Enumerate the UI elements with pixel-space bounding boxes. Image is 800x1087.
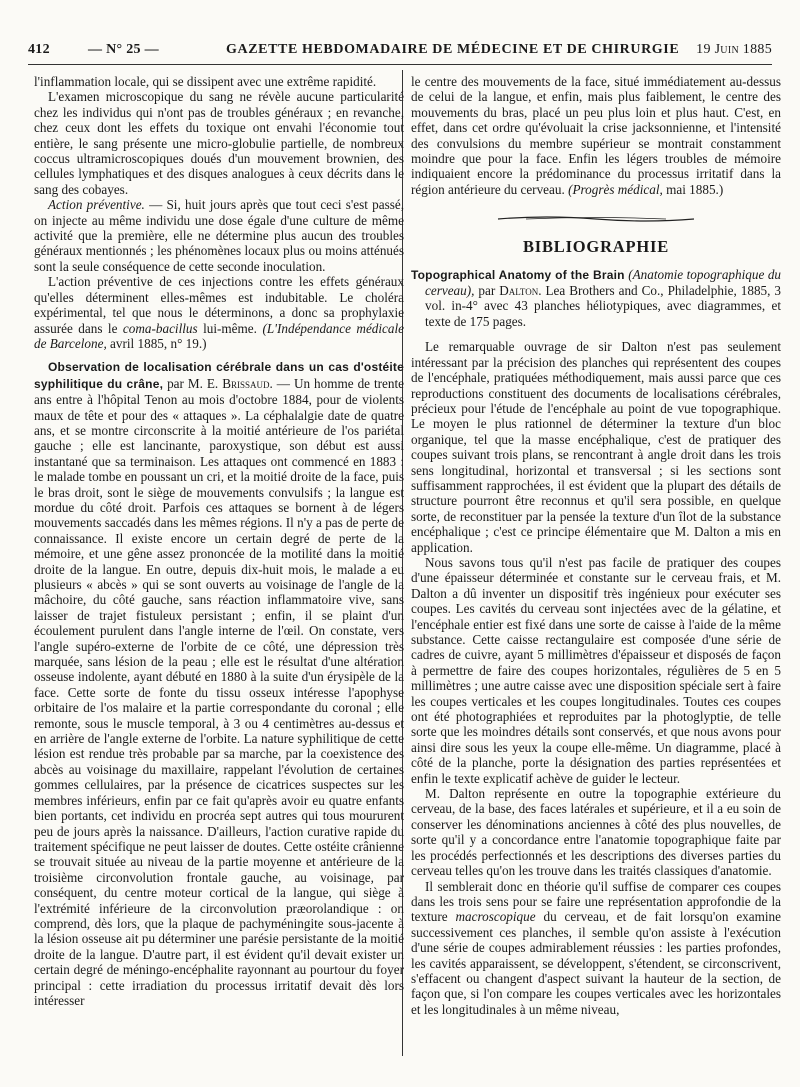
page-number: 412 <box>28 42 50 57</box>
journal-title: GAZETTE HEBDOMADAIRE DE MÉDECINE ET DE CHIRURGIE <box>226 42 680 57</box>
observation-title: Observation de localisation cérébrale dans un cas d'ostéite syphilitique du crâne, <box>34 360 404 391</box>
observation-paragraph: Observation de localisation cérébrale dans un cas d'ostéite syphilitique du crâne, par M. E. Brissaud. — Un homme de trente ans entre à l'hôpital Tenon au mois d'octobre 1884, pour de violents maux de tête et pour des « attaques ». La céphalalgie date de quatre ans, et se montre circonscrite à la moitié antérieure de l'os pariétal gauche ; elle est lancinante, paroxystique, son début est aussi instantané que sa terminaison. Les attaques ont commencé en 1883 : le malade tombe en poussant un cri, et la moitié droite de la face, puis le bras droit, sont le siège de mouvements convulsifs ; la langue est mordue du côté droit. Parfois ces attaques se bornent à de légers mouvements saccadés dans les mêmes régions. Il n'y a pas de perte de connaissance. Il existe encore un certain degré de perte de la mémoire, et une gêne assez prononcée de la motilité dans la moitié droite de la langue. En outre, depuis dix-huit mois, le malade a eu plusieurs « abcès » qui se sont ouverts au voisinage de l'angle de la mâchoire, du côté gauche, sans réaction inflammatoire vive, sans laisser de trajet fistuleux persistant ; enfin, il se plaint d'un écoulement purulent dans l'angle interne de l'œil. On constate, vers l'angle supéro-externe de l'orbite de ce côté, une dépression très marquée, sans lésion de la peau ; elle est le résultat d'une altération osseuse indolente, ayant débuté en 1880 à la suite d'un érysipèle de la face. Cette sorte de fonte du tissu osseux intéresse l'apophyse orbitaire de l'os malaire et la partie correspondante du coronal ; elle remonte, sous le muscle temporal, à 3 ou 4 centimètres au-dessus et en arrière de l'angle externe de l'orbite. La nature syphilitique de cette lésion est rendue très probable par sa marche, par la coexistence des abcès au voisinage du maxillaire, rappelant l'évolution de certaines gommes cellulaires, par la présence de cicatrices suspectes sur les membres inférieurs, enfin par ce fait qu'après avoir eu quatre enfants bien portants, cet individu en procréa sept autres qui tous moururent peu de jours après la naissance. D'ailleurs, l'action curative rapide du traitement spécifique ne peut laisser de doutes. Cette ostéite crânienne se trouvait située au niveau de la partie moyenne et antérieure de la troisième circonvolution frontale gauche, au voisinage, par conséquent, du centre moteur cortical de la langue, qui siège à l'extrémité inférieure de la circonvolution præorolandique : on comprend, dès lors, que la plaque de pachyméningite sous-jacente à la lésion osseuse ait pu déterminer une parésie persistante de la moitié droite de la langue. D'autre part, il est évident qu'il devait exister un certain degré de méningo-encéphalite rayonnant au pourtour du foyer principal : cette irradiation du processus irritatif devait dès lors intéresser <box>34 360 405 1008</box>
right-column <box>411 74 781 1017</box>
bibliography-heading: BIBLIOGRAPHIE <box>522 237 670 257</box>
paragraph: Il semblerait donc en théorie qu'il suffise de comparer ces coupes dans les trois sens pour se faire une représentation approfondie de la texture macroscopique du cerveau, et de fait lorsqu'on examine successivement ces planches, il semble qu'on assiste à l'exécution d'une série de coupes admirablement réussies : les parties profondes, les cavités apparaissent, se développent, s'étendent, se circonscrivent, s'effacent ou changent d'aspect suivant la hauteur de la section, de façon que, si l'on compare les coupes verticales avec les horizontales et les longitudinales à un même niveau, <box>411 878 781 1017</box>
paragraph: Le remarquable ouvrage de sir Dalton n'est pas seulement intéressant par la précision des planches qui représentent des coupes de l'encéphale, pratiquées méthodiquement, mais aussi parce que ces reproductions constituent des documents de localisations cérébrales, précieux pour l'étude de l'encéphale au point de vue topographique. Le moyen le plus rationnel de déterminer la texture d'un bloc organique, tel que la masse encéphalique, c'est de pratiquer des coupes suivant trois plans, se rencontrant à angle droit dans les trois sens longitudinal, horizontal et transversal ; si les sections sont suffisamment rapprochées, il est évident que la plupart des détails de structure pourront être reconnus et qu'il sera possible, en quelque sorte, de reconstituer par la pensée la texture d'un îlot de la substance encéphalique ; c'est ce principe élémentaire que M. Dalton a mis en application. <box>411 339 781 555</box>
paragraph: M. Dalton représente en outre la topographie extérieure du cerveau, de la base, des faces latérales et supérieure, et il a eu soin de conserver les dénominations anciennes à côté des plus nouvelles, de sorte qu'il y a concordance entre l'anatomie topographique faite par les procédés perfectionnés et les descriptions des diverses parties du cerveau telles qu'on les trouve dans les traités classiques d'anatomie. <box>411 786 781 879</box>
paragraph: Action préventive. — Si, huit jours après que tout ceci s'est passé, on injecte au même individu une dose égale d'une culture de même activité que la première, elle ne détermine plus aucun des troubles généraux mentionnés ; les phénomènes locaux plus ou moins atténués sont la seule conséquence de cette seconde inoculation. <box>34 197 404 274</box>
header-rule <box>28 64 772 65</box>
paragraph: L'examen microscopique du sang ne révèle aucune particularité chez les individus qui n'ont pas de troubles généraux ; en revanche, chez ceux dont les effets du toxique ont envahi l'économie tout entière, le sang présente une micro-globulie partielle, de nombreux coccus ultramicroscopiques doués d'un mouvement brownien, des cellules lymphatiques et des disques analogues à ceux décrits dans le sang des cobayes. <box>34 89 404 197</box>
paragraph: L'action préventive de ces injections contre les effets généraux qu'elles déterminent elles-mêmes est indubitable. Le choléra expérimental, tel que nous le déterminons, a donc sa prophylaxie assurée dans le coma-bacillus lui-même. (L'Indépendance médicale de Barcelone, avril 1885, n° 19.) <box>34 274 405 351</box>
ornamental-divider <box>496 215 696 223</box>
issue-number: — N° 25 — <box>88 42 159 57</box>
issue-date: 19 Juin 1885 <box>696 42 772 57</box>
left-column <box>34 74 404 1008</box>
running-header <box>28 42 772 66</box>
bibliography-entry: Topographical Anatomy of the Brain (Anatomie topographique du cerveau), par Dalton. Lea Brothers and Co., Philadelphie, 1885, 3 vol. in-4° avec 43 planches héliotypiques, avec diagrammes, et texte de 175 pages. <box>411 266 782 329</box>
paragraph: Nous savons tous qu'il n'est pas facile de pratiquer des coupes d'une épaisseur déterminée et constante sur le cerveau frais, et M. Dalton a dû inventer un dispositif très ingénieux pour exécuter ses coupes. Les cavités du cerveau sont injectées avec de la gélatine, et l'encéphale entier est fixé dans une sorte de caisse à l'aide de la même substance. Cette caisse rectangulaire est composée d'une série de cadres de cuivre, ayant 5 millimètres d'épaisseur et disposés de façon à permettre de faire des coupes horizontales, régulières de 5 en 5 millimètres ; une autre caisse avec une disposition spéciale sert à faire les coupes verticales et les coupes longitudinales. Toutes ces coupes ont été photographiées et reproduites par la photoglyptie, de telle sorte que les moindres détails sont conservés, et que nous avons pour ainsi dire sous les yeux la coupe elle-même. Un diagramme, placé à côté de la planche, porte la désignation des parties représentées et enfin le texte explicatif achève de guider le lecteur. <box>411 554 781 786</box>
paragraph: l'inflammation locale, qui se dissipent avec une extrême rapidité. <box>34 74 377 89</box>
paragraph: le centre des mouvements de la face, situé immédiatement au-dessus de celui de la langue, et enfin, mais plus faiblement, le centre des mouvements du bras, placé un peu plus loin et plus haut. C'est, en effet, dans cet ordre qu'évoluait la crise jacksonnienne, et l'intensité des convulsions du membre supérieur se montrait constamment moindre que pour la face. Enfin les légers troubles de mémoire indiquaient encore la prédominance du processus irritatif dans la région antérieure du cerveau. (Progrès médical, mai 1885.) <box>411 74 781 197</box>
